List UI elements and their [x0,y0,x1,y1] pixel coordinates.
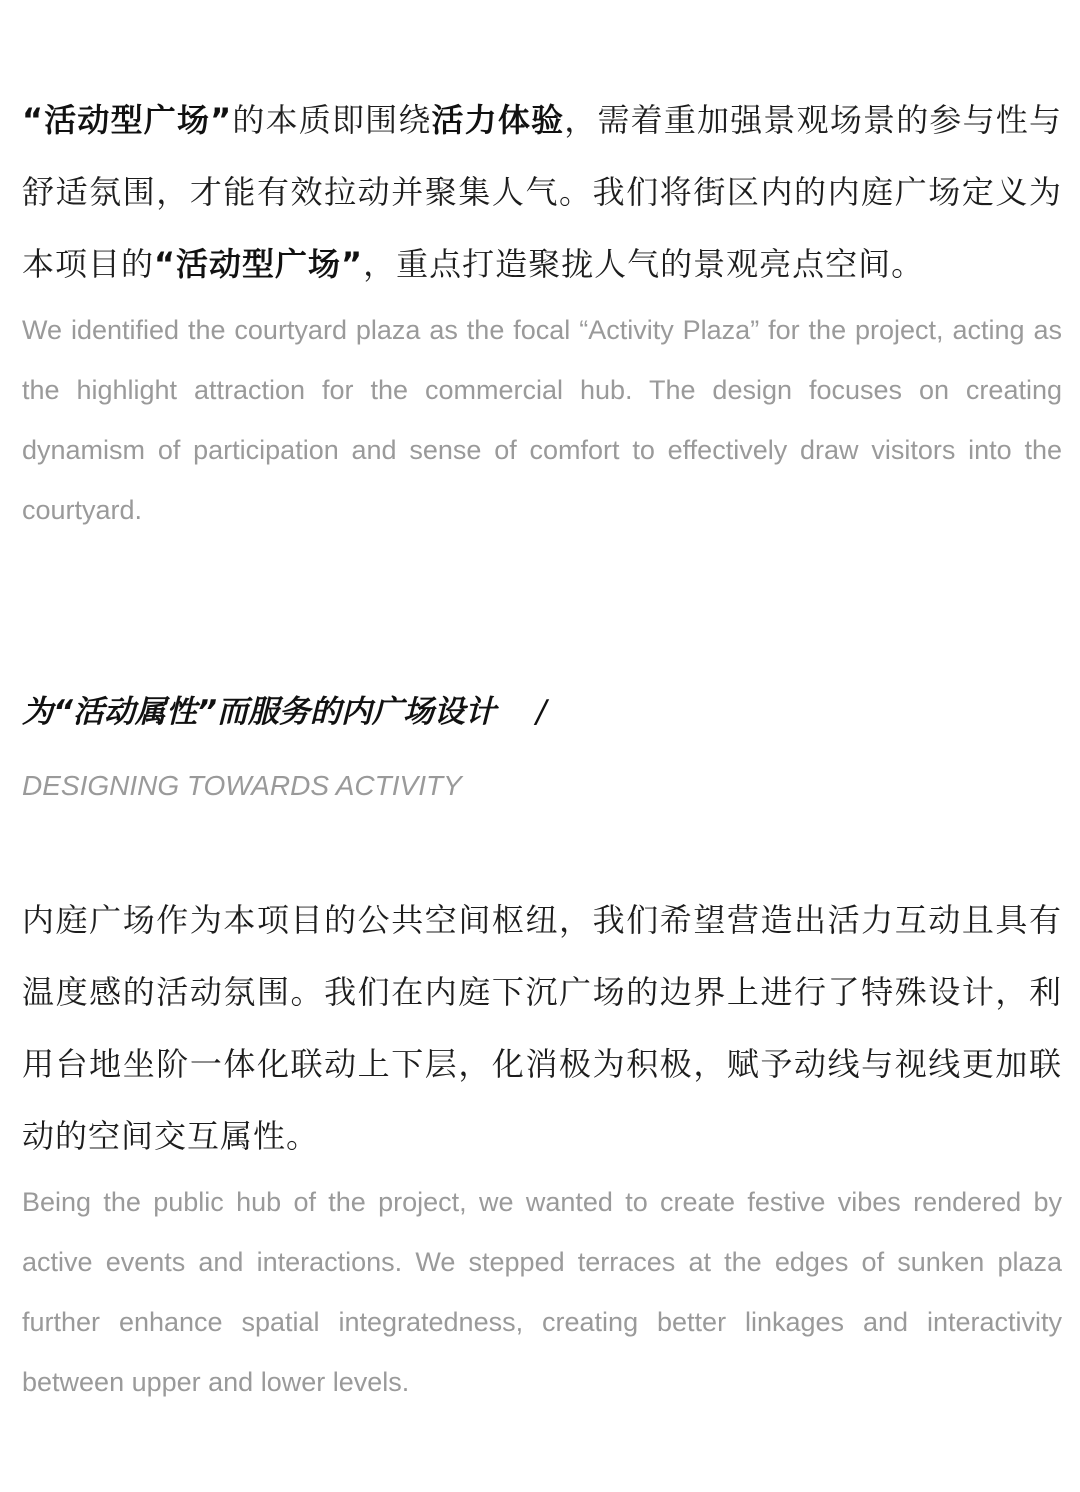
bold-phrase: “活动型广场” [22,101,233,139]
heading-title-text: 为“活动属性”而服务的内广场设计 [22,694,496,730]
chinese-paragraph-1 [22,84,1062,300]
chinese-paragraph-2: 内庭广场作为本项目的公共空间枢纽，我们希望营造出活力互动且具有温度感的活动氛围。我们在内庭下沉广场的边界上进行了特殊设计，利用台地坐阶一体化联动上下层，化消极为积极，赋予动线与视线更加联动的空间交互属性。 [22,901,1062,1155]
heading-slash: / [535,694,547,730]
text-run: ，需着重加强景观场景的参与性与舒适氛围，才能有效拉动并聚集人气。我们将街区内的内庭广场定义为本项目的 [22,101,1062,283]
bold-phrase: 活力体验 [431,101,565,139]
heading-title [22,684,1062,740]
text-run: ，重点打造聚拢人气的景观亮点空间。 [363,245,925,283]
text-run: 的本质即围绕 [232,101,432,139]
bold-phrase: “活动型广场” [154,245,364,283]
english-paragraph-2: Being the public hub of the project, we wanted to create festive vibes rendered by active events and interactions. We stepped terraces at the edges of sunken plaza further enhance spatial integratedness, creating better linkages and interactivity between upper and lower levels. [22,1187,1062,1397]
heading-subtitle: DESIGNING TOWARDS ACTIVITY [22,770,462,801]
section-heading [22,684,1062,806]
section-activity-plaza [22,84,1062,540]
section-public-hub [22,884,1062,1412]
english-paragraph-1: We identified the courtyard plaza as the focal “Activity Plaza” for the project, acting as the highlight attraction for the commercial hub. The design focuses on creating dynamism of participation and sense of comfort to effectively draw visitors into the courtyard. [22,315,1062,525]
